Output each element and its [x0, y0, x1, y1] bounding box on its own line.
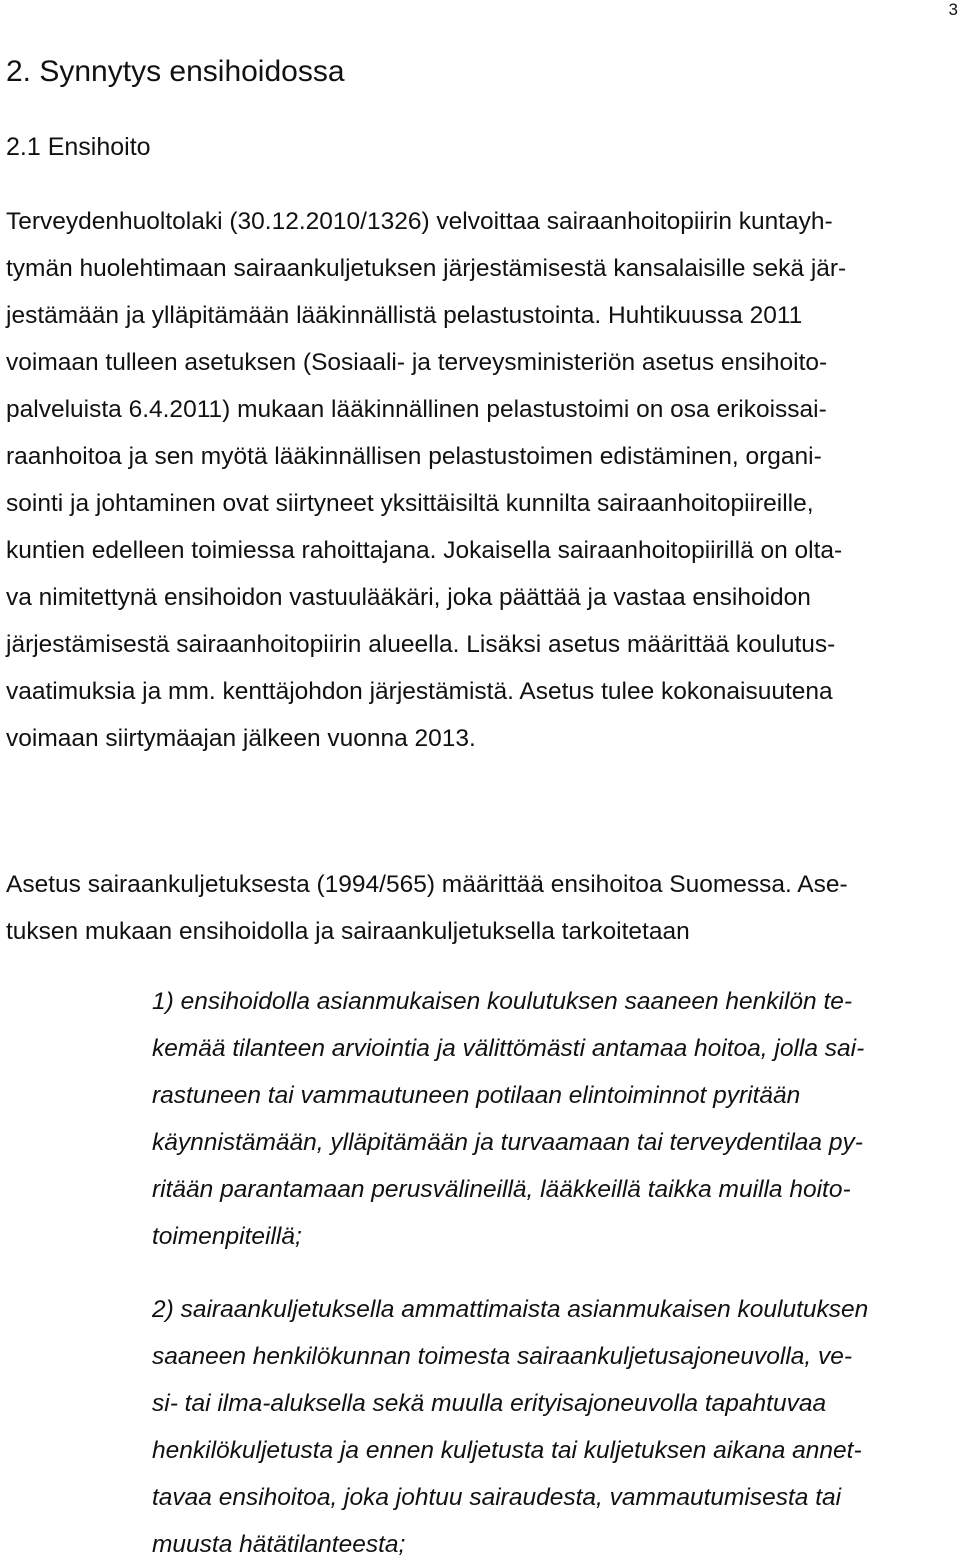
paragraph-line: voimaan siirtymäajan jälkeen vuonna 2013.: [6, 725, 476, 752]
list-item-line: henkilökuljetusta ja ennen kuljetusta tai kuljetuksen aikana annet-: [152, 1437, 862, 1464]
paragraph-line: tuksen mukaan ensihoidolla ja sairaankuljetuksella tarkoitetaan: [6, 918, 690, 945]
paragraph-line: Asetus sairaankuljetuksesta (1994/565) määrittää ensihoitoa Suomessa. Ase-: [6, 871, 848, 898]
list-item-line: tavaa ensihoitoa, joka johtuu sairaudesta, vammautumisesta tai: [152, 1484, 842, 1511]
list-item-line: si- tai ilma-aluksella sekä muulla erityisajoneuvolla tapahtuvaa: [152, 1390, 827, 1417]
paragraph-line: jestämään ja ylläpitämään lääkinnällistä pelastustointa. Huhtikuussa 2011: [6, 302, 803, 329]
paragraph-line: sointi ja johtaminen ovat siirtyneet yksittäisiltä kunnilta sairaanhoitopiireille,: [6, 490, 814, 517]
paragraph-line: kuntien edelleen toimiessa rahoittajana. Jokaisella sairaanhoitopiirillä on olta-: [6, 537, 843, 564]
list-item-line: 1) ensihoidolla asianmukaisen koulutuksen saaneen henkilön te-: [152, 988, 853, 1015]
list-item-line: ritään parantamaan perusvälineillä, lääkkeillä taikka muilla hoito-: [152, 1176, 851, 1203]
paragraph-line: raanhoitoa ja sen myötä lääkinnällisen pelastustoimen edistäminen, organi-: [6, 443, 822, 470]
list-item: [152, 978, 960, 1260]
paragraph-line: vaatimuksia ja mm. kenttäjohdon järjestämistä. Asetus tulee kokonaisuutena: [6, 678, 833, 705]
paragraph-line: Terveydenhuoltolaki (30.12.2010/1326) velvoittaa sairaanhoitopiirin kuntayh-: [6, 208, 833, 235]
list-item-line: käynnistämään, ylläpitämään ja turvaamaan tai terveydentilaa py-: [152, 1129, 863, 1156]
list-item-line: kemää tilanteen arviointia ja välittömästi antamaa hoitoa, jolla sai-: [152, 1035, 865, 1062]
chapter-heading: 2. Synnytys ensihoidossa: [6, 55, 345, 88]
paragraph-line: järjestämisestä sairaanhoitopiirin alueella. Lisäksi asetus määrittää koulutus-: [6, 631, 836, 658]
list-item-line: rastuneen tai vammautuneen potilaan elintoiminnot pyritään: [152, 1082, 801, 1109]
paragraph-line: va nimitettynä ensihoidon vastuulääkäri, joka päättää ja vastaa ensihoidon: [6, 584, 811, 611]
definition-list-1: [152, 978, 960, 1260]
list-item-line: 2) sairaankuljetuksella ammattimaista asianmukaisen koulutuksen: [152, 1296, 869, 1323]
page-number: 3: [948, 0, 958, 19]
list-item-line: muusta hätätilanteesta;: [152, 1531, 406, 1558]
paragraph-line: voimaan tulleen asetuksen (Sosiaali- ja terveysministeriön asetus ensihoito-: [6, 349, 828, 376]
list-item: [152, 1286, 960, 1568]
definition-list-2: [152, 1286, 960, 1568]
list-item-line: saaneen henkilökunnan toimesta sairaankuljetusajoneuvolla, ve-: [152, 1343, 853, 1370]
list-item-line: toimenpiteillä;: [152, 1223, 302, 1250]
paragraph-ambulance-decree: [6, 861, 960, 955]
paragraph-line: palveluista 6.4.2011) mukaan lääkinnällinen pelastustoimi on osa erikoissai-: [6, 396, 827, 423]
section-heading: 2.1 Ensihoito: [6, 133, 151, 161]
paragraph-line: tymän huolehtimaan sairaankuljetuksen järjestämisestä kansalaisille sekä jär-: [6, 255, 847, 282]
paragraph-health-care-act: [6, 198, 960, 762]
